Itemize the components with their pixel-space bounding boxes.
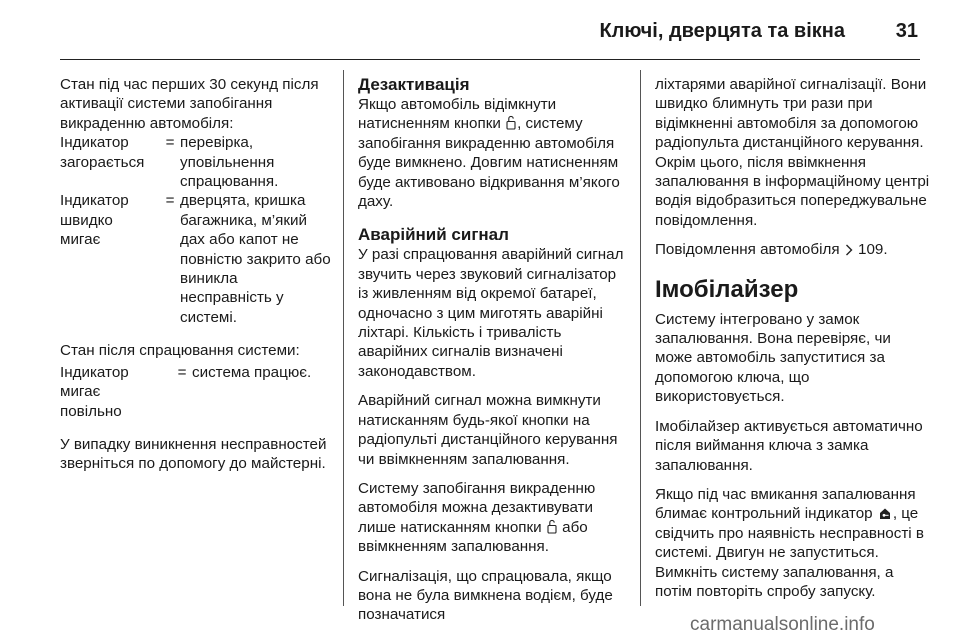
immobiliser-text: Систему інтегровано у замок запалювання. Вона перевіряє, чи може автомобіль запуститися за допомогою ключа, що використовується. [655,310,891,406]
indicator-row [60,191,332,327]
column-divider [640,70,641,606]
page-title: Ключі, дверцята та вікна [599,20,845,42]
section-heading-deactivation: Дезактивація [358,75,470,94]
fault-text: У випадку виникнення несправностей зверніться по допомогу до майстерні. [60,435,327,473]
immobiliser-indicator-icon [878,507,892,520]
column-3 [655,75,930,601]
alarm-text: Систему запобігання викраденню автомобіля можна дезактивувати лише натисканням кнопки або ввімкненням запалювання. [358,479,596,556]
page-number: 31 [895,20,918,42]
equals-sign: = [165,192,175,210]
equals-sign: = [177,363,187,381]
page-reference-arrow-icon [845,244,853,256]
alarm-text: Аварійний сигнал можна вимкнути натисканням будь-якої кнопки на радіопульті дистанційного керування чи ввімкненням запалювання. [358,392,618,468]
section-heading-immobiliser: Імобілайзер [655,275,799,303]
indicator-row [60,133,332,191]
section-heading-alarm: Аварійний сигнал [358,225,509,245]
alarm-continued-text: ліхтарями аварійної сигналізації. Вони швидко блимнуть три рази при відімкненні автомобіля за допомогою радіопульта дистанційного керування. Окрім цього, після ввімкнення запалювання в інформаційному центрі водія відобразиться попереджувальне повідомлення. [655,76,930,229]
watermark: carmanualsonline.info [690,614,875,635]
equals-sign: = [165,134,175,152]
indicator-desc: дверцята, кришка багажника, м’який дах або капот не повністю закрито або виникла несправність у системі. [180,192,331,326]
indicator-term: Індикатор загорається [60,134,145,171]
page-header [60,0,920,60]
immobiliser-text: Якщо під час вмикання запалювання блимає контрольний індикатор , це свідчить про наявність несправності в системі. Двигун не запуститься. Вимкніть систему запалювання, а потім повторіть спробу запуску. [655,485,924,600]
after-activation-label: Стан після спрацювання системи: [60,342,300,360]
immobiliser-text: Імобілайзер активується автоматично після виймання ключа з замка запалювання. [655,417,923,474]
unlock-key-icon [506,115,516,130]
unlock-key-icon [547,519,557,534]
indicator-term: Індикатор швидко мигає [60,192,129,249]
column-2 [358,75,630,625]
alarm-text: Сигналізація, що спрацювала, якщо вона не була вимкнена водієм, буде позначатися [358,567,613,624]
column-divider [343,70,344,606]
indicator-desc: перевірка, уповільнення спрацювання. [180,134,279,191]
column-1 [60,75,332,474]
indicator-desc: система працює. [192,363,312,381]
intro-text: Стан під час перших 30 секунд після активації системи запобігання викраденню автомобіля: [60,76,319,132]
alarm-text: У разі спрацювання аварійний сигнал звучить через звуковий сигналізатор із живленням від окремої батареї, одночасно з цим миготять аварійні ліхтарі. Кількість і тривалість аварійних сигналів визначені законодавством. [358,246,624,380]
vehicle-messages-ref: Повідомлення автомобіля 109. [655,241,888,259]
indicator-row [60,363,332,421]
deactivation-text: Якщо автомобіль відімкнути натисненням кнопки , систему запобігання викраденню автомобіля буде вимкнено. Довгим натисненням буде активовано відкривання м’якого даху. [358,96,620,211]
indicator-term: Індикатор мигає повільно [60,363,129,420]
